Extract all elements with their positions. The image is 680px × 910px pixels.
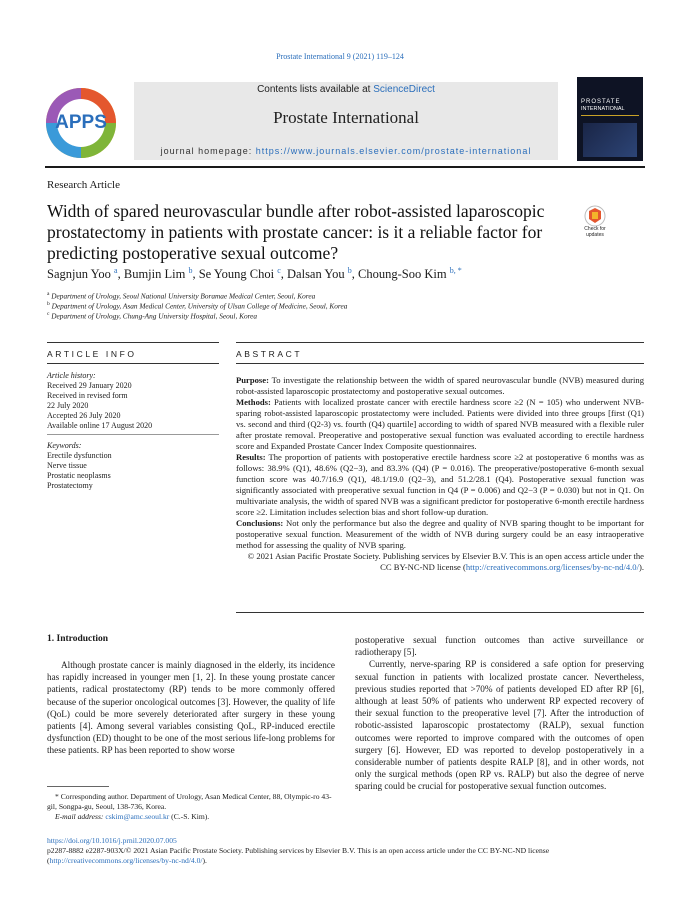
apps-logo: [44, 86, 118, 160]
check-updates-label: Check for updates: [584, 226, 606, 238]
journal-banner: [134, 82, 558, 160]
abstract-rule: [236, 363, 644, 364]
footnote-rule: [47, 786, 109, 787]
affiliation-b: $^b$ Department of Urology, Asan Medical Center, University of Ulsan College of Medicine, Seoul, Korea: [47, 301, 348, 311]
author-name: Se Young Choi: [198, 267, 275, 282]
abstract-rule-top: [236, 342, 644, 343]
affiliation-a: $^a$ Department of Urology, Seoul National University Boramae Medical Center, Seoul, Korea: [47, 291, 316, 301]
history-item: 22 July 2020: [47, 401, 89, 410]
doi-link[interactable]: https://doi.org/10.1016/j.prnil.2020.07.005: [47, 836, 177, 845]
abstract-methods: Methods: Patients with localized prostate cancer with erectile hardness score ≥2 (N = 105) who underwent NVB-sparing robot-assisted laparoscopic prostatectomy were included. Patients were divided into three groups [first (Q1) vs. second and third (Q2-3) vs. fourth (Q4) quartile] according to width of spared NVB measured with a flexible ruler after prostate removal. Preoperative and postoperative sexual function was evaluated according to erectile hardness score and Expanded Prostate Cancer Index Composite questionnaires.: [236, 397, 644, 451]
cover-image: [583, 123, 637, 157]
apps-logo-text: APPS: [55, 112, 107, 133]
affiliation-c: $^c$ Department of Urology, Chung-Ang University Hospital, Seoul, Korea: [47, 311, 258, 321]
keyword: Nerve tissue: [47, 461, 87, 470]
author[interactable]: [287, 267, 352, 281]
author-affiliation-mark: c: [277, 266, 281, 275]
corresponding-author: * Corresponding author. Department of Urology, Asan Medical Center, 88, Olympic-ro 43-gil, Songpa-gu, Seoul, 138-736, Korea.: [47, 792, 332, 811]
author-affiliation-mark: b: [188, 266, 193, 275]
intro-heading: 1. Introduction: [47, 634, 109, 644]
cover-title-2: INTERNATIONAL: [581, 106, 625, 112]
bottom-license-link[interactable]: http://creativecommons.org/licenses/by-nc-nd/4.0/: [49, 856, 203, 865]
intro-paragraph-1: Although prostate cancer is mainly diagnosed in the elderly, its incidence has rapidly increased in younger men [1, 2]. In these young prostate cancer patients, radical prostatectomy (RP) tends to be more commonly offered because of the superior oncological outcomes [3]. However, the quality of life (QoL) could be more severely deteriorated after surgery in these young patients [4]. Among several variables consisting QoL, RP-induced erectile dysfunction (ED) thought to be one of the most serious life-long problems for these patients. RP has been reported to show worse: [47, 660, 335, 756]
check-updates-icon: [580, 205, 610, 227]
author-name: Dalsan You: [287, 267, 345, 282]
abstract-body: [236, 375, 644, 573]
journal-cover: [577, 77, 643, 161]
history-item: Received 29 January 2020: [47, 381, 132, 390]
license-link[interactable]: http://creativecommons.org/licenses/by-nc-nd/4.0/: [465, 562, 639, 572]
article-info-heading: ARTICLE INFO: [47, 349, 137, 359]
abstract-rule-bottom: [236, 612, 644, 613]
bottom-matter: [47, 836, 647, 866]
intro-right-column: [355, 634, 644, 793]
homepage-link[interactable]: https://www.journals.elsevier.com/prostate-international: [255, 146, 532, 156]
journal-name: Prostate International: [273, 108, 419, 127]
history-item: Available online 17 August 2020: [47, 421, 153, 430]
author-affiliation-mark: a: [114, 266, 118, 275]
email-link[interactable]: cskim@amc.seoul.kr: [105, 812, 170, 821]
author-list: Sagnjun Yoo $^a$, Bumjin Lim $^b$, Se Young Choi $^c$, Dalsan You $^b$, Choung-Soo Kim $^{b, *}$: [47, 266, 462, 282]
author[interactable]: [199, 267, 281, 281]
abstract-copyright: © 2021 Asian Pacific Prostate Society. Publishing services by Elsevier B.V. This is an open access article under the CC BY-NC-ND license (http://creativecommons.org/licenses/by-nc-nd/4.0/).: [247, 551, 644, 572]
author-affiliation-mark: b: [347, 266, 352, 275]
abstract-conclusions: Conclusions: Not only the performance but also the degree and quality of NVB sparing thought to be important for postoperative sexual function. Measurement of the width of NVB during surgery could be an easy intraoperative method for assessing the quality of NVB sparing.: [236, 518, 644, 550]
author[interactable]: [47, 267, 118, 281]
abstract-purpose: Purpose: To investigate the relationship between the width of spared neurovascular bundle (NVB) measured during robot-assisted laparoscopic prostatectomy and postoperative sexual outcomes.: [236, 375, 644, 396]
abstract-results: Results: The proportion of patients with postoperative erectile hardness score ≥2 at postoperative 6 months was as follows: 38.9% (Q1), 48.6% (Q2−3), and 83.3% (Q4) (P = 0.016). The preoperative/postoperative 6-month sexual function score was 40.7/16.9 (Q1), 48.1/19.0 (Q2−3), and 51.2/28.1 (Q4). Postoperative sexual function was significantly associated with preoperative sexual function in Q4 (P = 0.006) and Q2−3 (P = 0.030) but not in Q1. On multivariate analysis, the width of spared NVB was a significant predictor for postoperative 6-month erectile hardness score ≥2. Limitation includes selection bias and short follow-up duration.: [236, 452, 645, 517]
footnote: [47, 792, 335, 822]
article-info-rule: [47, 363, 219, 364]
journal-citation[interactable]: Prostate International 9 (2021) 119–124: [276, 52, 404, 61]
keywords-rule: [47, 434, 219, 435]
contents-available: Contents lists available at ScienceDirect: [257, 84, 435, 95]
cover-title-1: PROSTATE: [581, 99, 621, 105]
article-type: Research Article: [47, 179, 120, 191]
email-line: E-mail address: cskim@amc.seoul.kr (C.-S. Kim).: [55, 812, 210, 821]
intro-paragraph-1-cont: postoperative sexual function outcomes than active surveillance or radiotherapy [5].: [355, 635, 644, 658]
check-for-updates-button[interactable]: [580, 205, 610, 241]
issn-line: p2287-8882 e2287-903X/© 2021 Asian Pacific Prostate Society. Publishing services by Elsevier B.V. This is an open access article under the CC BY-NC-ND license (http://creativecommons.org/licenses/by-nc-nd/4.0/).: [47, 846, 550, 865]
keyword: Prostatectomy: [47, 481, 93, 490]
author-affiliation-mark: b, *: [449, 266, 462, 275]
author-name: Choung-Soo Kim: [358, 267, 447, 282]
intro-paragraph-2: Currently, nerve-sparing RP is considered a safe option for preserving sexual function in patients with localized prostate cancer. Nevertheless, previous studies reported that >70% of patients developed ED after RP [6], although at least 50% of patients who underwent RP expected recovery of their sexual function to the preoperative level [7]. After the introduction of robotic-assisted laparoscopic prostatectomy (RALP), sexual function outcomes were reported to improve compared with the outcomes of open surgery [6]. However, ED was reported to develop postoperatively in a considerable number of patients despite RALP [8], and in other words, not only the surgical methods (open RP vs. RALP) but also the degree of nerve sparing could be crucial for postoperative sexual function outcomes.: [355, 659, 644, 792]
header-rule: [45, 166, 645, 168]
article-info-rule-top: [47, 342, 219, 343]
journal-homepage: journal homepage: https://www.journals.elsevier.com/prostate-international: [160, 146, 532, 156]
author[interactable]: [124, 267, 193, 281]
author[interactable]: [358, 267, 462, 281]
keywords-label: Keywords:: [47, 441, 82, 450]
keywords: [47, 441, 219, 491]
article-history: [47, 371, 219, 431]
history-item: Accepted 26 July 2020: [47, 411, 121, 420]
intro-left-column: [47, 659, 335, 757]
history-label: Article history:: [47, 371, 96, 380]
sciencedirect-link[interactable]: ScienceDirect: [373, 84, 435, 95]
keyword: Erectile dysfunction: [47, 451, 112, 460]
author-name: Sagnjun Yoo: [47, 267, 111, 282]
cover-divider: [581, 115, 639, 116]
author-name: Bumjin Lim: [123, 267, 186, 282]
abstract-heading: ABSTRACT: [236, 349, 303, 359]
history-item: Received in revised form: [47, 391, 128, 400]
keyword: Prostatic neoplasms: [47, 471, 111, 480]
article-title: Width of spared neurovascular bundle after robot-assisted laparoscopic prostatectomy in patients with prostate cancer: is it a reliable factor for predicting postoperative sexual outcome?: [47, 201, 545, 263]
